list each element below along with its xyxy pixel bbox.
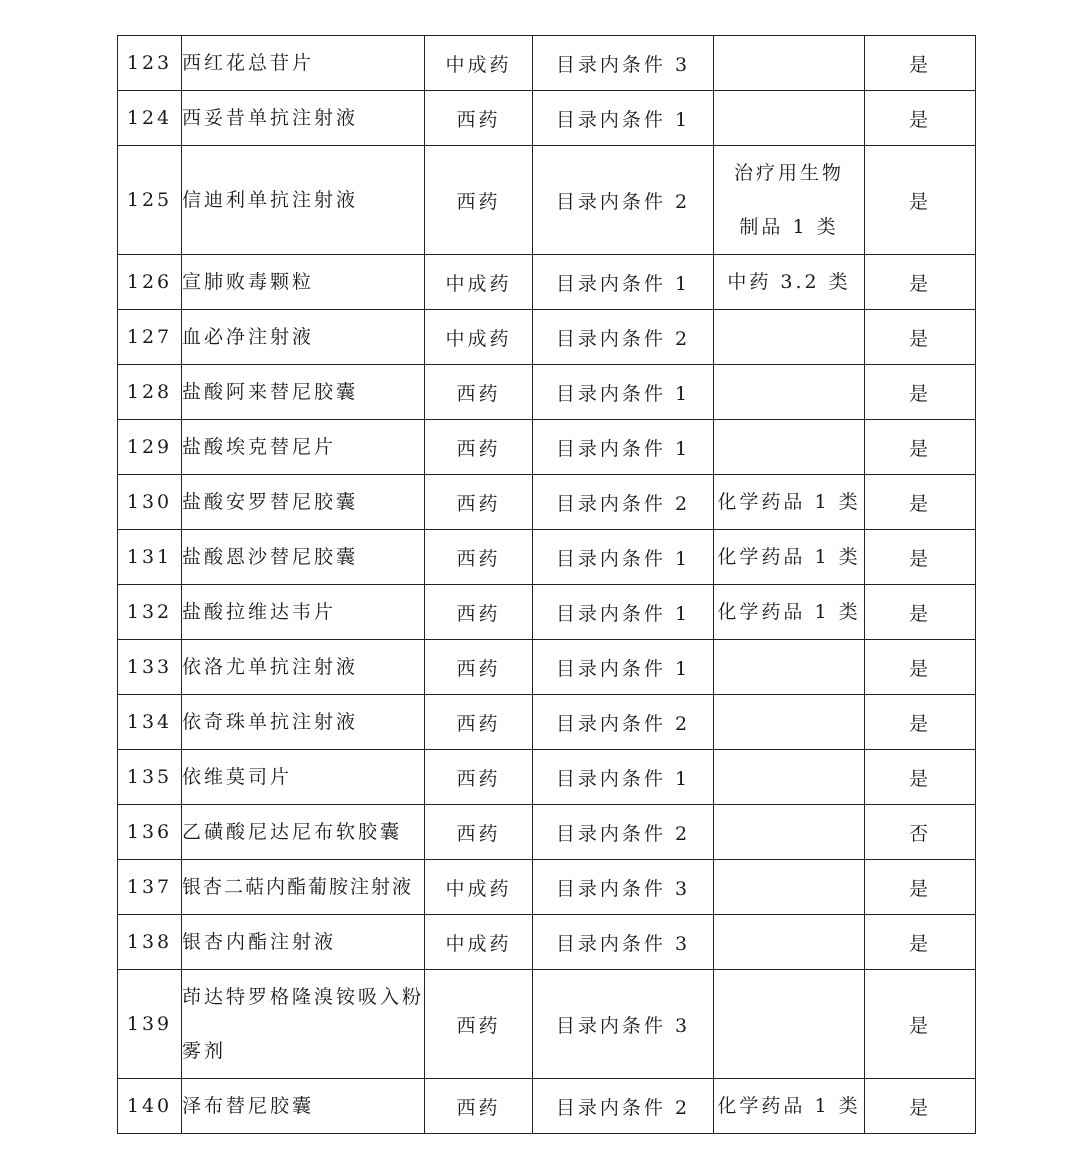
drug-name: 血必净注射液 (182, 310, 425, 365)
row-number: 134 (118, 695, 182, 750)
catalog-condition: 目录内条件 1 (533, 420, 714, 475)
catalog-condition: 目录内条件 2 (533, 146, 714, 255)
yes-no-flag: 是 (865, 36, 976, 91)
catalog-condition: 目录内条件 1 (533, 255, 714, 310)
table-row (118, 860, 976, 915)
drug-name: 盐酸拉维达韦片 (182, 585, 425, 640)
row-number: 131 (118, 530, 182, 585)
table-row (118, 750, 976, 805)
registration-category (714, 970, 865, 1079)
drug-name: 乙磺酸尼达尼布软胶囊 (182, 805, 425, 860)
drug-name: 盐酸埃克替尼片 (182, 420, 425, 475)
table-row (118, 91, 976, 146)
yes-no-flag: 是 (865, 310, 976, 365)
drug-name: 宣肺败毒颗粒 (182, 255, 425, 310)
drug-type: 西药 (425, 475, 533, 530)
yes-no-flag: 是 (865, 365, 976, 420)
drug-type: 西药 (425, 970, 533, 1079)
drug-type: 西药 (425, 750, 533, 805)
registration-category (714, 310, 865, 365)
drug-type: 西药 (425, 420, 533, 475)
drug-name: 依维莫司片 (182, 750, 425, 805)
drug-name: 茚达特罗格隆溴铵吸入粉雾剂 (182, 970, 425, 1079)
catalog-condition: 目录内条件 1 (533, 750, 714, 805)
table-row (118, 255, 976, 310)
table-row (118, 420, 976, 475)
catalog-condition: 目录内条件 1 (533, 585, 714, 640)
registration-category (714, 640, 865, 695)
drug-name: 盐酸安罗替尼胶囊 (182, 475, 425, 530)
drug-type: 中成药 (425, 915, 533, 970)
yes-no-flag: 是 (865, 475, 976, 530)
drug-name: 银杏内酯注射液 (182, 915, 425, 970)
table-row (118, 970, 976, 1079)
catalog-condition: 目录内条件 2 (533, 805, 714, 860)
registration-category: 化学药品 1 类 (714, 475, 865, 530)
catalog-condition: 目录内条件 3 (533, 860, 714, 915)
registration-category: 化学药品 1 类 (714, 1079, 865, 1134)
catalog-condition: 目录内条件 1 (533, 530, 714, 585)
yes-no-flag: 是 (865, 585, 976, 640)
row-number: 123 (118, 36, 182, 91)
row-number: 137 (118, 860, 182, 915)
catalog-condition: 目录内条件 3 (533, 36, 714, 91)
drug-name: 依奇珠单抗注射液 (182, 695, 425, 750)
drug-name: 信迪利单抗注射液 (182, 146, 425, 255)
row-number: 135 (118, 750, 182, 805)
row-number: 136 (118, 805, 182, 860)
table-row (118, 640, 976, 695)
registration-category (714, 420, 865, 475)
row-number: 127 (118, 310, 182, 365)
yes-no-flag: 是 (865, 255, 976, 310)
catalog-condition: 目录内条件 1 (533, 365, 714, 420)
drug-type: 西药 (425, 146, 533, 255)
yes-no-flag: 是 (865, 860, 976, 915)
drug-type: 中成药 (425, 310, 533, 365)
catalog-condition: 目录内条件 2 (533, 310, 714, 365)
yes-no-flag: 是 (865, 695, 976, 750)
catalog-condition: 目录内条件 3 (533, 970, 714, 1079)
row-number: 124 (118, 91, 182, 146)
table-row (118, 530, 976, 585)
row-number: 138 (118, 915, 182, 970)
row-number: 130 (118, 475, 182, 530)
drug-name: 盐酸阿来替尼胶囊 (182, 365, 425, 420)
yes-no-flag: 是 (865, 915, 976, 970)
row-number: 126 (118, 255, 182, 310)
registration-category (714, 805, 865, 860)
yes-no-flag: 是 (865, 530, 976, 585)
row-number: 139 (118, 970, 182, 1079)
row-number: 129 (118, 420, 182, 475)
drug-name: 西红花总苷片 (182, 36, 425, 91)
drug-type: 中成药 (425, 36, 533, 91)
registration-category (714, 695, 865, 750)
table-row (118, 36, 976, 91)
drug-name: 泽布替尼胶囊 (182, 1079, 425, 1134)
registration-category (714, 36, 865, 91)
drug-type: 西药 (425, 530, 533, 585)
catalog-condition: 目录内条件 1 (533, 640, 714, 695)
catalog-condition: 目录内条件 1 (533, 91, 714, 146)
drug-name: 西妥昔单抗注射液 (182, 91, 425, 146)
row-number: 125 (118, 146, 182, 255)
registration-category (714, 365, 865, 420)
row-number: 133 (118, 640, 182, 695)
drug-type: 西药 (425, 585, 533, 640)
row-number: 128 (118, 365, 182, 420)
table-row (118, 475, 976, 530)
registration-category: 化学药品 1 类 (714, 530, 865, 585)
drug-name: 银杏二萜内酯葡胺注射液 (182, 860, 425, 915)
drug-type: 西药 (425, 640, 533, 695)
table-row (118, 310, 976, 365)
registration-category (714, 915, 865, 970)
drug-type: 西药 (425, 805, 533, 860)
drug-type: 中成药 (425, 255, 533, 310)
drug-name: 依洛尤单抗注射液 (182, 640, 425, 695)
table-row (118, 146, 976, 255)
drug-type: 西药 (425, 91, 533, 146)
table-row (118, 1079, 976, 1134)
registration-category: 化学药品 1 类 (714, 585, 865, 640)
yes-no-flag: 是 (865, 1079, 976, 1134)
yes-no-flag: 是 (865, 970, 976, 1079)
registration-category: 中药 3.2 类 (714, 255, 865, 310)
catalog-condition: 目录内条件 2 (533, 695, 714, 750)
registration-category (714, 860, 865, 915)
yes-no-flag: 否 (865, 805, 976, 860)
yes-no-flag: 是 (865, 640, 976, 695)
drug-type: 中成药 (425, 860, 533, 915)
yes-no-flag: 是 (865, 146, 976, 255)
table-row (118, 915, 976, 970)
catalog-condition: 目录内条件 3 (533, 915, 714, 970)
drug-type: 西药 (425, 1079, 533, 1134)
catalog-condition: 目录内条件 2 (533, 475, 714, 530)
drug-name: 盐酸恩沙替尼胶囊 (182, 530, 425, 585)
row-number: 132 (118, 585, 182, 640)
yes-no-flag: 是 (865, 420, 976, 475)
catalog-condition: 目录内条件 2 (533, 1079, 714, 1134)
registration-category: 治疗用生物制品 1 类 (714, 146, 865, 255)
row-number: 140 (118, 1079, 182, 1134)
yes-no-flag: 是 (865, 91, 976, 146)
table-row (118, 695, 976, 750)
yes-no-flag: 是 (865, 750, 976, 805)
registration-category (714, 91, 865, 146)
drug-type: 西药 (425, 695, 533, 750)
table-row (118, 585, 976, 640)
registration-category (714, 750, 865, 805)
table-row (118, 805, 976, 860)
drug-list-table (117, 35, 976, 1134)
drug-type: 西药 (425, 365, 533, 420)
table-row (118, 365, 976, 420)
